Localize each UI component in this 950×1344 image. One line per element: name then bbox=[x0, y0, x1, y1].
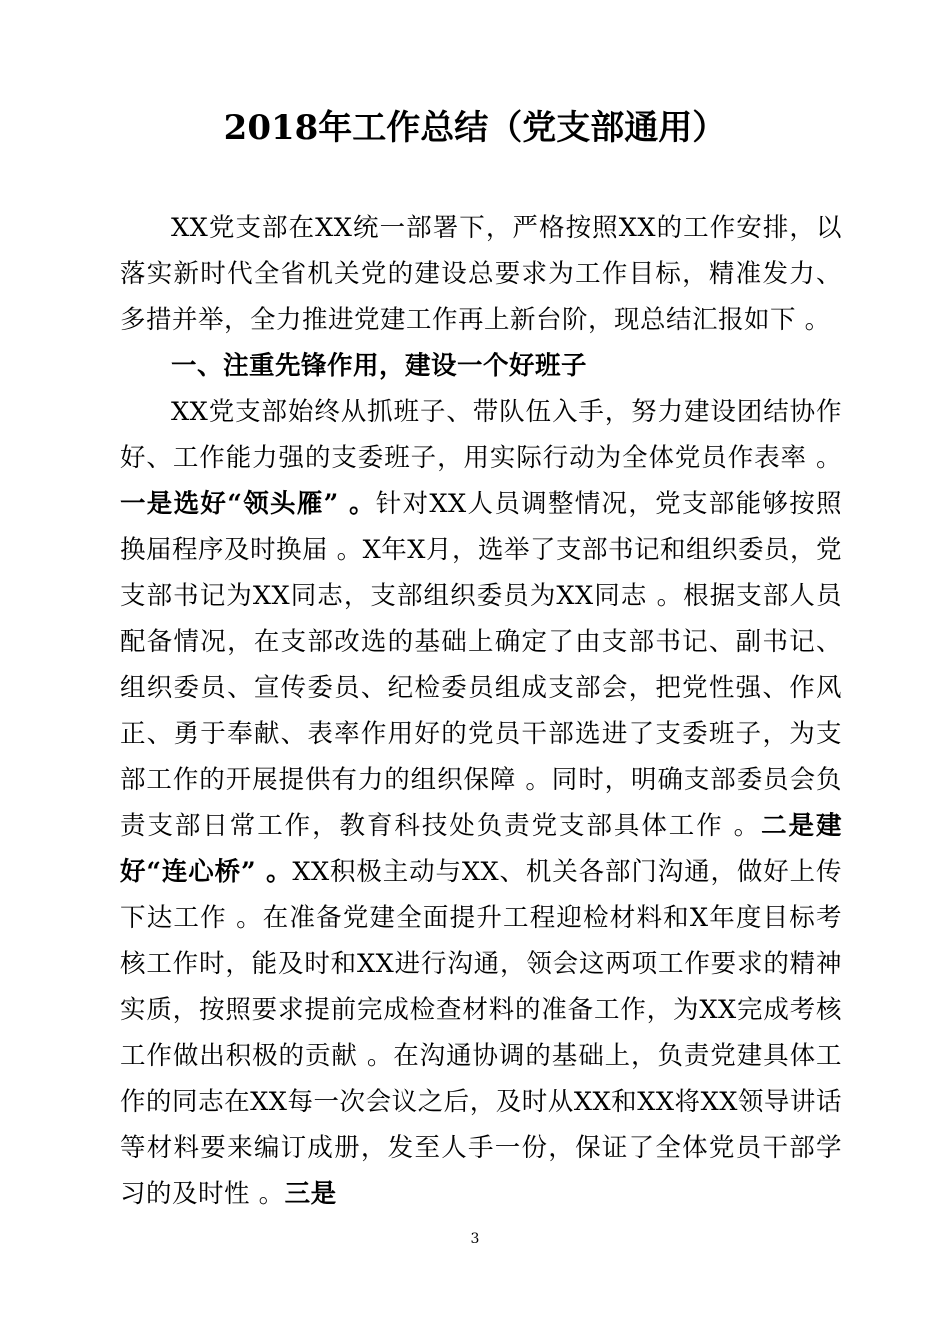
point-three-title: 三是 bbox=[284, 1179, 337, 1209]
point-two-text: XX积极主动与XX、机关各部门沟通，做好上传下达工作 。在准备党建全面提升工程迎检材料和X年度目标考核工作时，能及时和XX进行沟通，领会这两项工作要求的精神实质，按照要求提前完成检查材料的准备工作，为XX完成考核工作做出积极的贡献 。在沟通协调的基础上，负责党建具体工作的同志在XX每一次会议之后，及时从XX和XX将XX领导讲话等材料要来编订成册，发至人手一份，保证了全体党员干部学习的及时性 。 bbox=[120, 857, 843, 1209]
paragraph-lead: XX党支部始终从抓班子、带队伍入手，努力建设团结协作好、工作能力强的支委班子，用实际行动为全体党员作表率 。 bbox=[120, 397, 842, 473]
section-heading: 一、注重先锋作用，建设一个好班子 bbox=[171, 351, 588, 381]
point-one-title: 一是选好“领头雁” 。 bbox=[120, 489, 376, 519]
point-one-text: 针对XX人员调整情况，党支部能够按照换届程序及时换届 。X年X月，选举了支部书记和组织委员，党支部书记为XX同志，支部组织委员为XX同志 。根据支部人员配备情况，在支部改选的基础上确定了由支部书记、副书记、组织委员、宣传委员、纪检委员组成支部会，把党性强、作风正、勇于奉献、表率作用好的党员干部选进了支委班子，为支部工作的开展提供有力的组织保障 。同时，明确支部委员会负责支部日常工作，教育科技处负责党支部具体工作 。 bbox=[120, 489, 842, 841]
page-number: 3 bbox=[470, 1231, 480, 1247]
document-title: 2018年工作总结（党支部通用） bbox=[223, 108, 727, 148]
section-paragraph bbox=[120, 389, 842, 1217]
point-two-title: 二是建好“连心桥” 。 bbox=[120, 811, 842, 887]
document-body bbox=[120, 205, 842, 1217]
intro-paragraph: XX党支部在XX统一部署下，严格按照XX的工作安排，以落实新时代全省机关党的建设总要求为工作目标，精准发力、多措并举，全力推进党建工作再上新台阶，现总结汇报如下 。 bbox=[120, 213, 842, 335]
